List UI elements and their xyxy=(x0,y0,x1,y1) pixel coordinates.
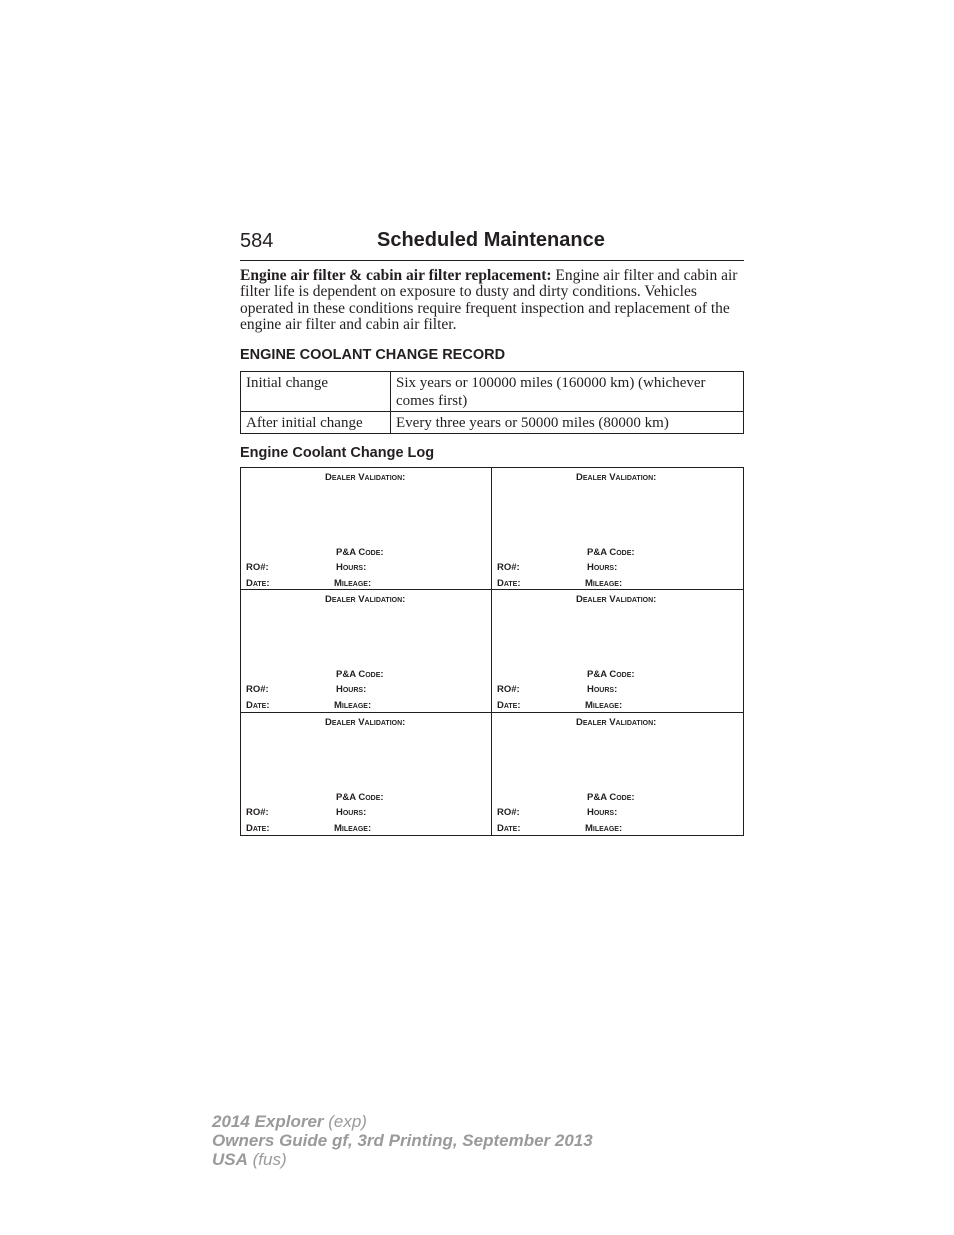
ro-label: RO#: xyxy=(497,684,520,696)
date-label: Date: xyxy=(497,578,521,589)
intro-bold-lead: Engine air filter & cabin air filter replacement: xyxy=(240,267,552,284)
footer-model: 2014 Explorer xyxy=(212,1112,324,1131)
footer-line-2: Owners Guide gf, 3rd Printing, September 2013 xyxy=(212,1131,593,1150)
date-label: Date: xyxy=(246,578,270,589)
dealer-validation-label: Dealer Validation: xyxy=(325,716,406,728)
pa-code-label: P&A Code: xyxy=(336,547,384,558)
pa-code-label: P&A Code: xyxy=(587,669,635,681)
log-heading: Engine Coolant Change Log xyxy=(240,445,435,461)
log-entry xyxy=(241,713,492,835)
dealer-validation-label: Dealer Validation: xyxy=(325,472,406,483)
row-label: Initial change xyxy=(241,372,391,412)
footer-line-3 xyxy=(212,1150,593,1169)
row-value: Every three years or 50000 miles (80000 km) xyxy=(391,412,744,434)
mileage-label: Mileage: xyxy=(585,578,623,589)
log-entry xyxy=(241,468,492,590)
section-title: Scheduled Maintenance xyxy=(377,229,605,251)
date-label: Date: xyxy=(497,700,521,712)
hours-label: Hours: xyxy=(336,562,367,573)
pa-code-label: P&A Code: xyxy=(336,791,384,803)
intro-paragraph xyxy=(240,268,746,334)
ro-label: RO#: xyxy=(497,806,520,818)
date-label: Date: xyxy=(497,822,521,834)
date-label: Date: xyxy=(246,700,270,712)
dealer-validation-label: Dealer Validation: xyxy=(576,472,657,483)
intro-body: Engine air filter and cabin air filter life is dependent on exposure to dusty and dirty conditions. Vehicles operated in these conditions require frequent inspection and replacement of the engine air filter and cabin air filter. xyxy=(240,267,738,334)
ro-label: RO#: xyxy=(497,562,520,573)
log-entry xyxy=(492,468,743,590)
dealer-validation-label: Dealer Validation: xyxy=(576,716,657,728)
pa-code-label: P&A Code: xyxy=(587,547,635,558)
dealer-validation-label: Dealer Validation: xyxy=(576,594,657,606)
hours-label: Hours: xyxy=(587,562,618,573)
record-heading: ENGINE COOLANT CHANGE RECORD xyxy=(240,347,506,363)
page-header xyxy=(240,228,744,261)
dealer-validation-label: Dealer Validation: xyxy=(325,594,406,606)
log-entry xyxy=(492,713,743,835)
row-label: After initial change xyxy=(241,412,391,434)
mileage-label: Mileage: xyxy=(334,822,372,834)
hours-label: Hours: xyxy=(587,684,618,696)
footer-line-1 xyxy=(212,1112,593,1131)
ro-label: RO#: xyxy=(246,562,269,573)
mileage-label: Mileage: xyxy=(334,578,372,589)
pa-code-label: P&A Code: xyxy=(587,791,635,803)
ro-label: RO#: xyxy=(246,684,269,696)
footer-market: USA xyxy=(212,1150,248,1169)
table-row xyxy=(241,372,744,412)
footer-market-code: (fus) xyxy=(247,1150,287,1169)
coolant-change-record-table xyxy=(240,371,744,434)
coolant-change-log-grid xyxy=(240,467,744,836)
date-label: Date: xyxy=(246,822,270,834)
hours-label: Hours: xyxy=(336,684,367,696)
mileage-label: Mileage: xyxy=(585,822,623,834)
hours-label: Hours: xyxy=(336,806,367,818)
page-footer xyxy=(212,1112,593,1169)
footer-model-code: (exp) xyxy=(323,1112,367,1131)
page-number: 584 xyxy=(240,230,274,252)
mileage-label: Mileage: xyxy=(585,700,623,712)
log-entry xyxy=(492,590,743,712)
hours-label: Hours: xyxy=(587,806,618,818)
row-value: Six years or 100000 miles (160000 km) (whichever comes first) xyxy=(391,372,744,412)
mileage-label: Mileage: xyxy=(334,700,372,712)
pa-code-label: P&A Code: xyxy=(336,669,384,681)
log-entry xyxy=(241,590,492,712)
table-row xyxy=(241,412,744,434)
ro-label: RO#: xyxy=(246,806,269,818)
